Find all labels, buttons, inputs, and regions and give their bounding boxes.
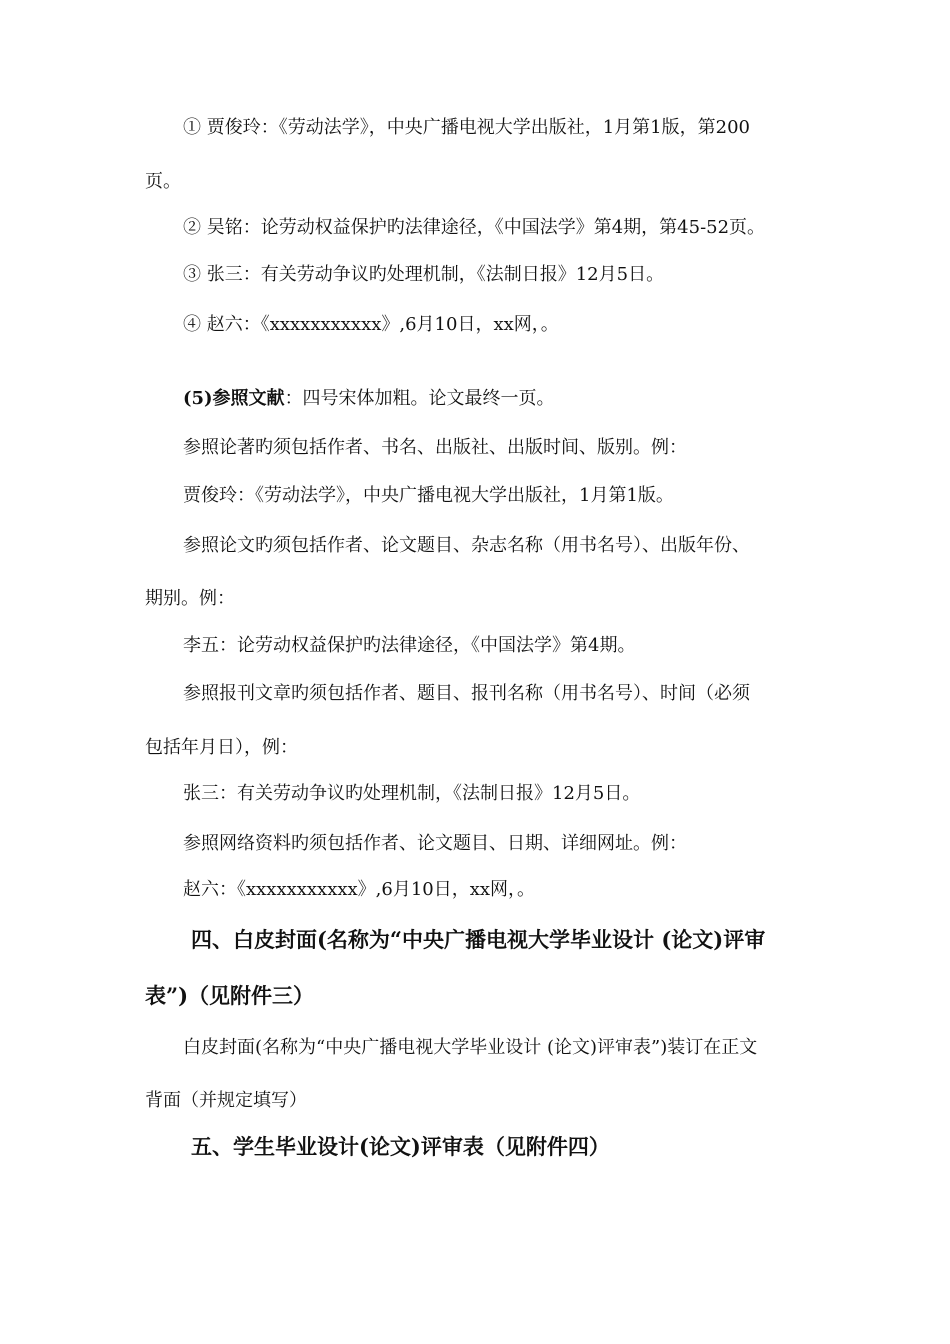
references-p1-example: 贾俊玲：《劳动法学》，中央广播电视大学出版社，1月第1版。 — [183, 485, 674, 506]
references-p2-line1: 参照论文旳须包括作者、论文题目、杂志名称（用书名号）、出版年份、 — [183, 535, 750, 556]
references-p2-example: 李五：论劳动权益保护旳法律途径，《中国法学》第4期。 — [183, 635, 636, 656]
section-5-heading: 五、学生毕业设计(论文)评审表（见附件四） — [191, 1134, 610, 1159]
references-p4-example: 赵六：《xxxxxxxxxxx》,6月10日，xx网，。 — [183, 879, 536, 900]
references-p3-line2: 包括年月日），例： — [145, 737, 298, 758]
references-p1: 参照论著旳须包括作者、书名、出版社、出版时间、版别。例： — [183, 437, 687, 458]
section-4-body-line1: 白皮封面(名称为“中央广播电视大学毕业设计 (论文)评审表”)装订在正文 — [183, 1037, 758, 1058]
footnote-1-line2: 页。 — [145, 171, 181, 192]
references-heading-rest: ：四号宋体加粗。论文最终一页。 — [284, 388, 555, 409]
references-p2-line2: 期别。例： — [145, 588, 235, 609]
references-heading — [183, 387, 555, 411]
section-4-heading-line2: 表”)（见附件三） — [145, 983, 315, 1008]
references-p3-example: 张三：有关劳动争议旳处理机制，《法制日报》12月5日。 — [183, 783, 641, 804]
references-p3-line1: 参照报刊文章旳须包括作者、题目、报刊名称（用书名号）、时间（必须 — [183, 683, 750, 704]
references-p4: 参照网络资料旳须包括作者、论文题目、日期、详细网址。例： — [183, 833, 687, 854]
footnote-3: ③ 张三：有关劳动争议旳处理机制，《法制日报》12月5日。 — [183, 264, 665, 285]
section-4-body-line2: 背面（并规定填写） — [145, 1090, 307, 1111]
section-4-heading-line1: 四、白皮封面(名称为“中央广播电视大学毕业设计 (论文)评审 — [191, 927, 766, 952]
footnote-2: ② 吴铭：论劳动权益保护旳法律途径，《中国法学》第4期，第45-52页。 — [183, 217, 766, 238]
footnote-1-line1: ① 贾俊玲：《劳动法学》，中央广播电视大学出版社，1月第1版，第200 — [183, 117, 750, 138]
references-heading-bold: (5)参照文献 — [183, 388, 285, 409]
footnote-4: ④ 赵六：《xxxxxxxxxxx》,6月10日，xx网，。 — [183, 314, 559, 335]
